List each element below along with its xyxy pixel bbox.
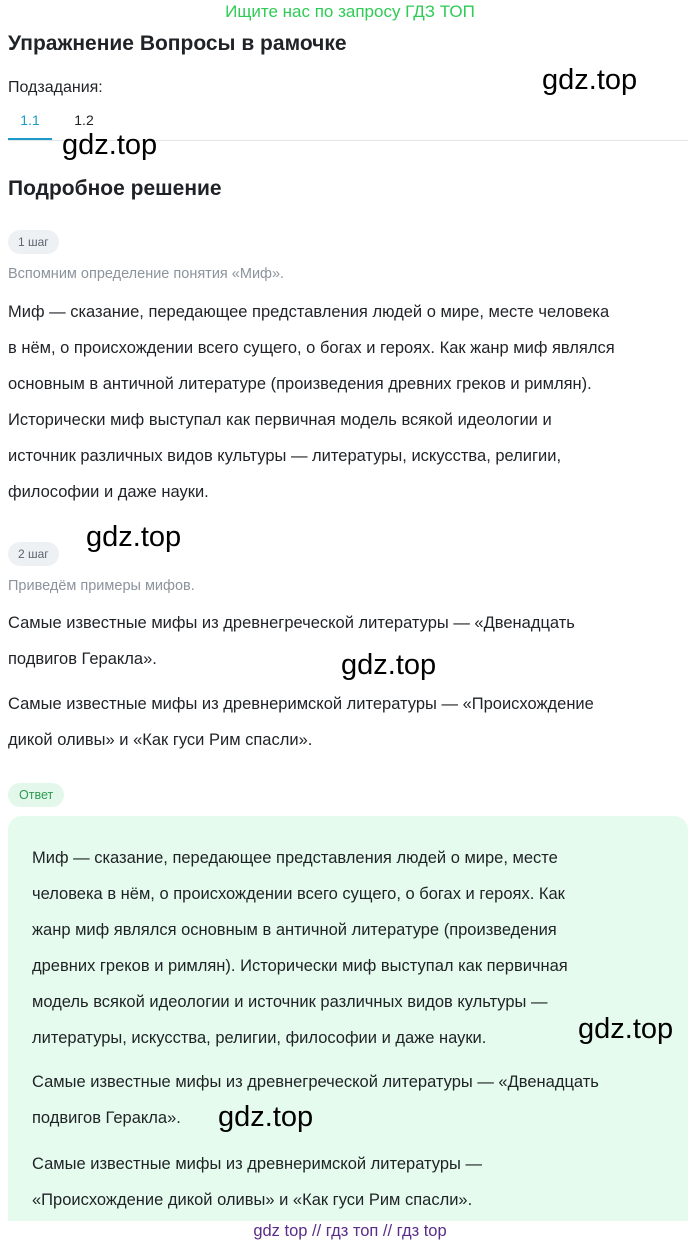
search-hint-banner: Ищите нас по запросу ГДЗ ТОП	[225, 2, 475, 21]
step-1-badge: 1 шаг	[8, 230, 59, 254]
subtasks-label: Подзадания:	[8, 79, 103, 96]
watermark: gdz.top	[341, 649, 437, 681]
watermark: gdz.top	[62, 129, 158, 161]
step-1-hint: Вспомним определение понятия «Миф».	[8, 266, 285, 282]
tab-subtask-1-2[interactable]: 1.2	[74, 112, 94, 128]
footer-links[interactable]: gdz top // гдз топ // гдз top	[253, 1222, 447, 1240]
step-2-paragraph-2: Самые известные мифы из древнеримской литературы — «Происхождение дикой оливы» и «Как гуси Рим спасли».	[8, 695, 594, 749]
answer-paragraph-1: Миф — сказание, передающее представления людей о мире, месте человека в нём, о происхождении всего сущего, о богах и героях. Как жанр миф являлся основным в античной литературе (произведения древних греков и римлян). Исторически миф выступал как первичная модель всякой идеологии и источник различных видов культуры — литературы, искусства, религии, философии и даже науки.	[32, 849, 568, 1047]
step-2-badge: 2 шаг	[8, 542, 59, 566]
watermark: gdz.top	[218, 1101, 314, 1133]
watermark: gdz.top	[542, 64, 638, 96]
step-1-text: Миф — сказание, передающее представления людей о мире, месте человека в нём, о происхождении всего сущего, о богах и героях. Как жанр миф являлся основным в античной литературе (произведения древних греков и римлян). Исторически миф выступал как первичная модель всякой идеологии и источник различных видов культуры — литературы, искусства, религии, философии и даже науки.	[8, 303, 615, 501]
watermark: gdz.top	[578, 1013, 674, 1045]
answer-badge: Ответ	[8, 783, 64, 807]
solution-title: Подробное решение	[8, 177, 222, 200]
answer-paragraph-3: Самые известные мифы из древнеримской литературы — «Происхождение дикой оливы» и «Как гуси Рим спасли».	[32, 1155, 482, 1209]
step-2-hint: Приведём примеры мифов.	[8, 578, 195, 594]
page-title: Упражнение Вопросы в рамочке	[8, 32, 347, 55]
watermark: gdz.top	[86, 521, 182, 553]
answer-paragraph-2: Самые известные мифы из древнегреческой литературы — «Двенадцать подвигов Геракла».	[32, 1073, 599, 1127]
step-2-paragraph-1: Самые известные мифы из древнегреческой литературы — «Двенадцать подвигов Геракла».	[8, 614, 575, 668]
tab-subtask-1-1[interactable]: 1.1	[8, 112, 52, 140]
